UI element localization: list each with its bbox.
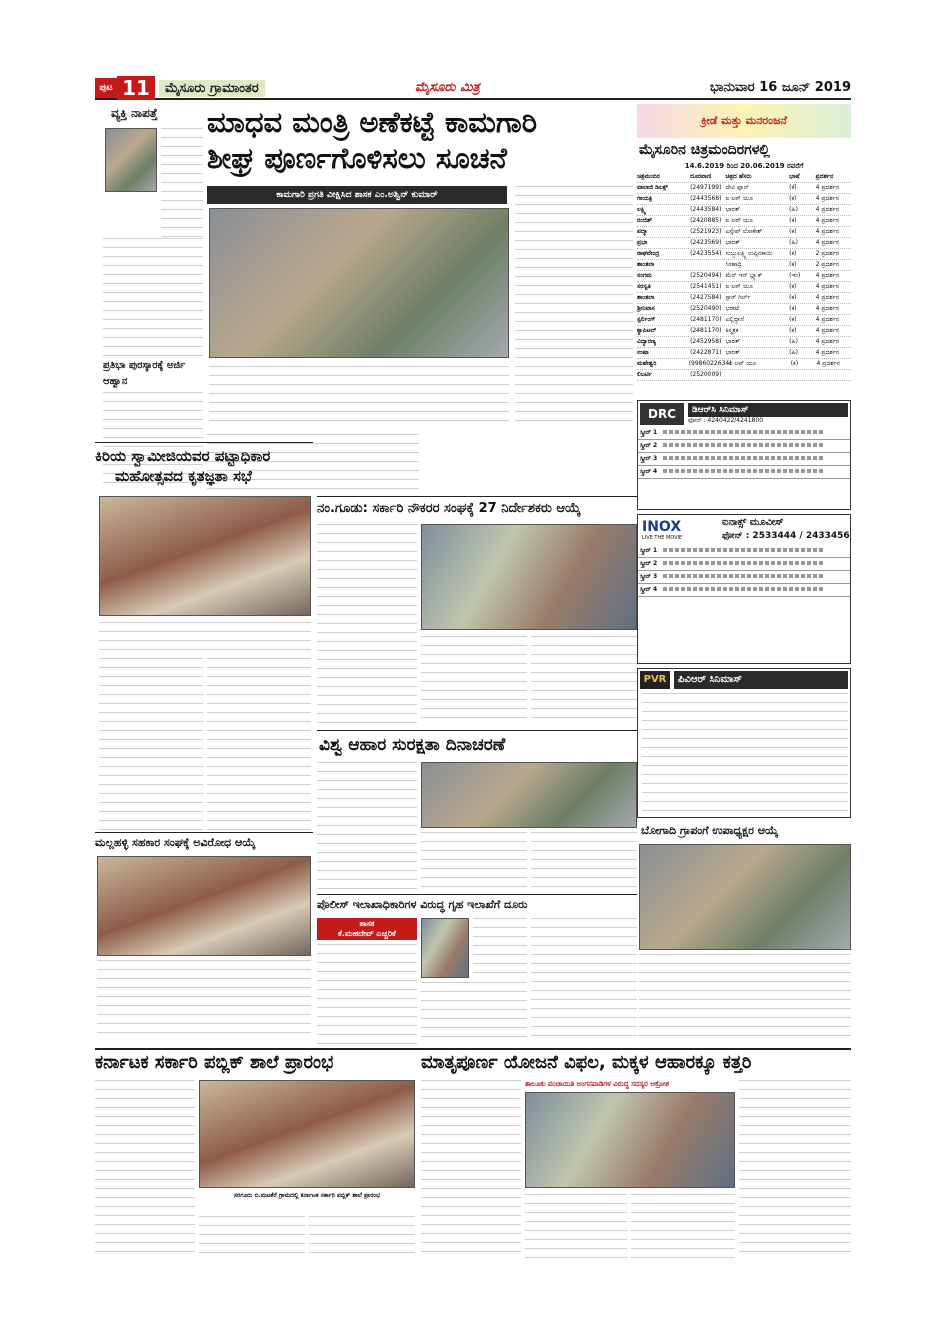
police-name: ಕೆ.ಮಹದೇವ್ ಎಚ್ಚರಿಕೆ xyxy=(338,929,396,938)
matrupurna-headline: ಮಾತೃಪೂರ್ಣ ಯೋಜನೆ ವಿಫಲ, ಮಕ್ಕಳ ಆಹಾರಕ್ಕೂ ಕತ್ತರಿ xyxy=(421,1052,752,1073)
screen-row xyxy=(638,545,850,558)
theatre-cell: ಎಸ್ಕೇಪ್ ಲೋಕೇಶ್ xyxy=(725,228,763,235)
food-safety-body xyxy=(317,762,417,890)
screen-filler xyxy=(663,456,823,460)
bogadi-headline: ಬೋಗಾದಿ ಗ್ರಾಪಂಗೆ ಉಪಾಧ್ಯಕ್ಷರ ಆಯ್ಕೆ xyxy=(641,824,779,837)
theatre-cell: (ಇಂ) xyxy=(789,272,801,279)
theatre-cell: ಭಾರತ್ xyxy=(725,338,740,345)
theatre-cell: (2497199) xyxy=(690,184,722,191)
theatre-cell: ಭಾರತ್ xyxy=(725,349,740,356)
divider xyxy=(317,894,637,895)
theatre-cell: (ಹಿ) xyxy=(789,239,798,246)
screen-label: ಸ್ಕ್ರೀನ್ 1 xyxy=(640,547,658,554)
theatre-cell: 4 ಪ್ರದರ್ಶನ xyxy=(815,294,840,301)
theatre-table xyxy=(637,172,851,381)
mallahalli-story xyxy=(95,834,313,1040)
lead-headline-line1: ಮಾಧವ ಮಂತ್ರಿ ಅಣೆಕಟ್ಟೆ ಕಾಮಗಾರಿ xyxy=(207,105,538,139)
police-headline: ಪೊಲೀಸ್ ಇಲಾಖಾಧಿಕಾರಿಗಳ ವಿರುದ್ಧ ಗೃಹ ಇಲಾಖೆಗೆ ದೂರು xyxy=(317,898,528,911)
nanjangud-photo xyxy=(421,524,637,630)
theatre-cell: ಮೆನ್ ಇನ್ ಬ್ಲ್ಯಾಕ್ xyxy=(725,272,763,279)
theatre-cell: 4 ಪ್ರದರ್ಶನ xyxy=(815,305,840,312)
theatre-cell: 4 ಪ್ರದರ್ಶನ xyxy=(815,228,840,235)
food-safety-headline: ವಿಶ್ವ ಆಹಾರ ಸುರಕ್ಷತಾ ದಿನಾಚರಣೆ xyxy=(319,735,506,755)
food-safety-body-3 xyxy=(531,832,637,890)
theatre-cell: ಪದ್ಮಾ xyxy=(637,228,648,235)
theatre-cell: ಲಿಬರ್ಟಿ xyxy=(637,371,652,378)
theatre-cell: 4 ಪ್ರದರ್ಶನ xyxy=(815,283,840,290)
theatre-cell: 4 ಪ್ರದರ್ಶನ xyxy=(815,217,840,224)
pvr-logo: PVR xyxy=(640,671,670,689)
theatre-cell xyxy=(690,260,725,270)
page-number: 11 xyxy=(117,76,155,100)
police-body-3 xyxy=(421,982,527,1044)
theatre-cell xyxy=(816,370,851,380)
theatre-cell: 4 ಪ್ರದರ್ಶನ xyxy=(816,360,840,367)
theatre-cell: ಮಹೇಶ್ವರಿ xyxy=(637,360,657,367)
school-headline: ಕರ್ನಾಟಕ ಸರ್ಕಾರಿ ಪಬ್ಲಿಕ್ ಶಾಲೆ ಪ್ರಾರಂಭ xyxy=(95,1052,334,1073)
bogadi-body xyxy=(639,954,851,1044)
theatre-cell: (ಕ) xyxy=(789,261,797,268)
newspaper-page xyxy=(95,76,851,1261)
screen-filler xyxy=(663,430,823,434)
page-label: ಪುಟ xyxy=(95,78,117,98)
nanjangud-body xyxy=(317,524,417,724)
inox-block xyxy=(637,514,851,664)
theatre-cell: 4 ಪ್ರದರ್ಶನ xyxy=(815,338,840,345)
theatre-cell: ಐ ಲವ್ ಯೂ xyxy=(725,283,754,290)
police-body xyxy=(317,944,417,1044)
matrupurna-subhead: ತಾಲೂಕು ಪಂಚಾಯಿತಿ ಅಂಗನವಾಡಿಗಳ ವಿರುದ್ಧ ಸದಸ್ಯರ ಆಕ್ರೋಶ xyxy=(525,1080,670,1088)
theatre-cell: ಶಾಂತಲಾ xyxy=(637,294,655,301)
theatre-cell: 2 ಪ್ರದರ್ಶನ xyxy=(815,261,840,268)
theatre-cell: (ಹಿ) xyxy=(789,338,798,345)
theatre-cell: (ಹಿ) xyxy=(789,349,798,356)
theatre-row xyxy=(637,249,851,260)
theatre-cell: 4 ಪ್ರದರ್ಶನ xyxy=(815,195,840,202)
lead-body-2 xyxy=(515,186,633,426)
theatre-cell: (2481170) xyxy=(690,316,722,323)
screen-label: ಸ್ಕ್ರೀನ್ 4 xyxy=(640,468,658,475)
theatre-cell: (ಕೆ) xyxy=(789,184,797,191)
screen-filler xyxy=(663,443,823,447)
theatre-cell: ಗಾಯತ್ರಿ xyxy=(637,195,653,202)
school-caption: ಸರಗೂರು ಬಿ.ಮಟಕೆರೆ ಗ್ರಾಮದಲ್ಲಿ ಕರ್ನಾಟಕ ಸರ್ಕಾರಿ ಪಬ್ಲಿಕ್ ಶಾಲೆ ಪ್ರಾರಂಭ xyxy=(233,1192,381,1199)
theatre-cell: ಐ ಲವ್ ಯೂ xyxy=(728,360,757,367)
drc-block xyxy=(637,400,851,510)
theatre-cell: ಸ್ಟಾರ್ ಗಿರ್ಲ್ xyxy=(725,294,751,301)
screen-row xyxy=(638,440,850,453)
theatre-cell: (2541451) xyxy=(690,283,722,290)
missing-person-title: ವ್ಯಕ್ತಿ ನಾಪತ್ತೆ xyxy=(111,106,158,120)
theatre-column-header: ಭಾಷೆ xyxy=(789,173,800,180)
theatre-cell: (ಕ) xyxy=(789,228,797,235)
theatre-cell: ಐ ಲವ್ ಯೂ xyxy=(725,195,754,202)
matrupurna-body-3 xyxy=(631,1194,735,1258)
theatre-cell: ಸ್ಟರ್ಲಿಂಗ್ xyxy=(637,316,656,323)
theatre-row xyxy=(637,348,851,359)
theatre-rows xyxy=(637,183,851,381)
page-header xyxy=(95,76,851,100)
theatre-column-header: ದೂರವಾಣಿ xyxy=(690,173,712,180)
theatre-cell: (2423554) xyxy=(690,250,722,257)
theatre-row xyxy=(637,359,851,370)
screen-row xyxy=(638,584,850,597)
theatre-row xyxy=(637,260,851,271)
theatre-cell: ಶಾಂತಲಾ xyxy=(637,261,655,268)
theatre-cell: 4 ಪ್ರದರ್ಶನ xyxy=(815,184,840,191)
cinema-date-range: 14.6.2019 ರಿಂದ 20.06.2019 ರವರೆಗೆ xyxy=(684,162,804,170)
theatre-column-header: ಚಿತ್ರಮಂದಿರ xyxy=(637,173,660,180)
theatre-cell: ಭಾರತ್ xyxy=(725,206,740,213)
screen-row xyxy=(638,453,850,466)
theatre-cell: (2427584) xyxy=(690,294,722,301)
matrupurna-body-4 xyxy=(739,1080,851,1258)
theatre-cell: ಸರಸ್ವತಿ xyxy=(637,283,651,290)
theatre-cell: ಸಂಗಮ xyxy=(637,272,652,279)
screen-row xyxy=(638,466,850,479)
theatre-cell: (2481170) xyxy=(690,327,722,334)
theatre-cell: (ಕ) xyxy=(789,217,797,224)
kiriya-story xyxy=(95,446,313,836)
theatre-cell: (ಕ) xyxy=(789,250,797,257)
school-story xyxy=(95,1050,417,1260)
inox-logo: INOX xyxy=(642,519,682,535)
nanjangud-story xyxy=(317,498,637,728)
mallahalli-photo xyxy=(97,856,311,956)
screen-filler xyxy=(663,561,823,565)
theatre-cell: 4 ಪ್ರದರ್ಶನ xyxy=(815,349,840,356)
screen-row xyxy=(638,427,850,440)
theatre-cell: 4 ಪ್ರದರ್ಶನ xyxy=(815,272,840,279)
theatre-cell: ಭರಾಟೆ xyxy=(725,305,739,312)
lead-body xyxy=(209,366,509,426)
theatre-cell: (2423569) xyxy=(690,239,722,246)
theatre-cell: (ಕ) xyxy=(790,360,799,367)
theatre-row xyxy=(637,271,851,282)
school-body xyxy=(95,1080,195,1258)
kiriya-headline-line1: ಕಿರಿಯ ಸ್ವಾಮೀಜಿಯವರ ಪಟ್ಟಾಧಿಕಾರ xyxy=(95,447,271,465)
theatre-row xyxy=(637,304,851,315)
pvr-title: ಪಿವಿಆರ್ ಸಿನಿಮಾಸ್ xyxy=(674,671,848,689)
pvr-block xyxy=(637,668,851,818)
screen-label: ಸ್ಕ್ರೀನ್ 3 xyxy=(640,573,658,580)
matrupurna-story xyxy=(421,1050,851,1260)
cinema-title: ಮೈಸೂರಿನ ಚಿತ್ರಮಂದಿರಗಳಲ್ಲಿ xyxy=(639,142,770,158)
theatre-cell: ಸುಬ್ಬುಲಕ್ಷ್ಮಿ ಉಪ್ಪಿನಕಾಯಿ xyxy=(725,250,773,257)
missing-person-photo xyxy=(105,128,157,192)
theatre-cell: (ಹಿ) xyxy=(789,206,798,213)
theatre-table-header xyxy=(637,172,851,183)
matrupurna-body xyxy=(421,1080,521,1258)
divider xyxy=(317,496,637,497)
theatre-row xyxy=(637,315,851,326)
screen-filler xyxy=(663,587,823,591)
drc-logo: DRC xyxy=(640,403,684,425)
theatre-row xyxy=(637,282,851,293)
inox-tagline: LIVE THE MOVIE xyxy=(642,535,683,541)
theatre-row xyxy=(637,205,851,216)
screen-filler xyxy=(663,548,823,552)
inox-schedule xyxy=(638,545,850,597)
theatre-cell: ರಂಜಿತ್ xyxy=(637,217,652,224)
theatre-row xyxy=(637,326,851,337)
school-body-3 xyxy=(309,1216,415,1258)
food-safety-body-2 xyxy=(421,832,527,890)
kiriya-photo xyxy=(99,496,311,616)
theatre-cell: (ಕ) xyxy=(789,305,797,312)
lead-photo xyxy=(209,208,509,358)
inox-title: ಐನಾಕ್ಸ್ ಮೂವೀಸ್ xyxy=(722,517,784,528)
theatre-cell: ಕ್ಯಾಪಿಟಲ್ xyxy=(637,327,657,334)
theatre-cell: (2520490) xyxy=(690,305,722,312)
divider xyxy=(317,730,637,731)
screen-row xyxy=(638,571,850,584)
theatre-cell: ಶ್ರೀನಿವಾಸ xyxy=(637,305,655,312)
theatre-column-header: ಚಿತ್ರದ ಹೆಸರು xyxy=(725,173,752,180)
police-label-box xyxy=(317,918,417,940)
drc-title: ಡಿಆರ್‌ಸಿ ಸಿನಿಮಾಸ್ xyxy=(688,403,848,417)
drc-schedule xyxy=(638,427,850,479)
theatre-cell: ರಾಘವೇಂದ್ರ xyxy=(637,250,660,257)
screen-label: ಸ್ಕ್ರೀನ್ 3 xyxy=(640,455,658,462)
theatre-cell: 4 ಪ್ರದರ್ಶನ xyxy=(815,239,840,246)
kiriya-caption xyxy=(99,622,311,652)
theatre-cell: ಸಿಂಹಾದ್ರಿ xyxy=(725,261,742,268)
screen-label: ಸ್ಕ್ರೀನ್ 1 xyxy=(640,429,658,436)
nanjangud-body-2 xyxy=(421,636,527,724)
screen-filler xyxy=(663,574,823,578)
nanjangud-headline: ನಂ.ಗೂಡು: ಸರ್ಕಾರಿ ನೌಕರರ ಸಂಘಕ್ಕೆ 27 ನಿರ್ದೇಶಕರು ಆಯ್ಕೆ xyxy=(317,501,581,516)
theatre-cell: ಭಾರತ್ xyxy=(725,239,740,246)
police-body-2 xyxy=(473,918,527,978)
lead-continued xyxy=(207,434,419,492)
food-safety-photo xyxy=(421,762,637,828)
theatre-row xyxy=(637,216,851,227)
drc-phone: ಫೋನ್ : 4240422/4241800 xyxy=(688,417,764,424)
left-column xyxy=(95,106,203,436)
theatre-cell: 4 ಪ್ರದರ್ಶನ xyxy=(815,327,840,334)
merit-award-title: ಪ್ರತಿಭಾ ಪುರಸ್ಕಾರಕ್ಕೆ ಅರ್ಜಿ ಆಹ್ವಾನ xyxy=(103,360,186,387)
entertainment-banner-text: ಕ್ರೀಡೆ ಮತ್ತು ಮನರಂಜನೆ xyxy=(701,114,787,127)
screen-label: ಸ್ಕ್ರೀನ್ 2 xyxy=(640,442,658,449)
theatre-cell: (2420885) xyxy=(690,217,722,224)
bogadi-story xyxy=(639,822,851,1046)
theatre-cell: (2443584) xyxy=(690,206,722,213)
lead-story xyxy=(203,104,633,424)
theatre-cell: (ಕ) xyxy=(789,316,797,323)
entertainment-column xyxy=(637,104,851,824)
masthead-brand: ಮೈಸೂರು ಮಿತ್ರ xyxy=(415,80,480,95)
theatre-cell: (ಕ) xyxy=(789,327,797,334)
theatre-row xyxy=(637,293,851,304)
police-story xyxy=(317,896,637,1046)
theatre-row xyxy=(637,337,851,348)
theatre-cell: (ಕ) xyxy=(789,294,797,301)
theatre-cell: ವಾಲಾಜಿ ಡಿಲಕ್ಸ್ xyxy=(637,184,668,191)
theatre-cell: ಉಷಾ xyxy=(637,349,649,356)
pvr-schedule xyxy=(642,693,848,813)
theatre-cell: ಐ ಲವ್ ಯೂ xyxy=(725,217,754,224)
theatre-cell: (2521923) xyxy=(690,228,722,235)
theatre-cell: ಲಕ್ಷ್ಮಿ xyxy=(637,206,646,213)
theatre-cell: (ಕ) xyxy=(789,195,797,202)
theatre-cell: 4 ಪ್ರದರ್ಶನ xyxy=(815,206,840,213)
theatre-row xyxy=(637,370,851,381)
theatre-row xyxy=(637,194,851,205)
screen-row xyxy=(638,558,850,571)
theatre-row xyxy=(637,238,851,249)
lead-headline-line2: ಶೀಘ್ರ ಪೂರ್ಣಗೊಳಿಸಲು ಸೂಚನೆ xyxy=(207,141,507,175)
school-body-2 xyxy=(199,1216,305,1258)
theatre-cell: (ಕ) xyxy=(789,283,797,290)
theatre-cell xyxy=(725,370,789,380)
police-label: ಶಾಸಕ xyxy=(359,919,375,928)
entertainment-banner xyxy=(637,104,851,138)
mla-photo xyxy=(421,918,469,978)
divider xyxy=(95,832,313,833)
obituary-text xyxy=(161,128,203,238)
lead-subhead: ಕಾಮಗಾರಿ ಪ್ರಗತಿ ವೀಕ್ಷಿಸಿದ ಶಾಸಕ ಎಂ.ಅಶ್ವಿನ್ ಕುಮಾರ್ xyxy=(207,186,507,204)
theatre-cell: 4 ಪ್ರದರ್ಶನ xyxy=(815,316,840,323)
matrupurna-photo xyxy=(525,1092,735,1188)
inox-phone: ಫೋನ್ : 2533444 / 2433456 xyxy=(722,531,850,541)
theatre-cell: (2520009) xyxy=(690,371,722,378)
theatre-row xyxy=(637,227,851,238)
screen-label: ಸ್ಕ್ರೀನ್ 4 xyxy=(640,586,658,593)
screen-label: ಸ್ಕ್ರೀನ್ 2 xyxy=(640,560,658,567)
obituary-text-2 xyxy=(103,238,203,358)
theatre-cell: (2452958) xyxy=(690,338,722,345)
section-title: ಮೈಸೂರು ಗ್ರಾಮಾಂತರ xyxy=(159,80,265,97)
police-body-4 xyxy=(531,918,637,1044)
theatre-cell: (2443568) xyxy=(690,195,722,202)
matrupurna-body-2 xyxy=(525,1194,627,1258)
theatre-cell xyxy=(789,370,816,380)
theatre-cell: ಕಿಸ್ಮತ್ರಕ xyxy=(725,327,739,334)
theatre-cell: (2422871) xyxy=(690,349,722,356)
kiriya-body-1 xyxy=(99,658,203,832)
theatre-cell: ಎಲ್ಲಿದ್ದಾನೆ xyxy=(725,316,744,323)
theatre-cell: ದೇವಿ ಪ್ಲಾನ್ xyxy=(725,184,750,191)
food-safety-story xyxy=(317,732,637,892)
theatre-cell: ವಿದ್ಯಾರಣ್ಯ xyxy=(637,338,656,345)
dateline: ಭಾನುವಾರ 16 ಜೂನ್ 2019 xyxy=(710,80,851,95)
nanjangud-body-3 xyxy=(531,636,637,724)
theatre-cell: 2 ಪ್ರದರ್ಶನ xyxy=(815,250,840,257)
mallahalli-body xyxy=(97,960,311,1038)
theatre-row xyxy=(637,183,851,194)
theatre-cell: ಪ್ರಭಾ xyxy=(637,239,648,246)
theatre-column-header: ಪ್ರದರ್ಶನ xyxy=(815,173,834,180)
theatre-cell: (2520494) xyxy=(690,272,722,279)
kiriya-body-2 xyxy=(207,658,311,832)
mallahalli-headline: ಮಲ್ಲಹಳ್ಳಿ ಸಹಕಾರ ಸಂಘಕ್ಕೆ ಅವಿರೋಧ ಆಯ್ಕೆ xyxy=(95,836,256,849)
bogadi-photo xyxy=(639,844,851,950)
theatre-cell: (9986022634) xyxy=(688,360,732,367)
kiriya-headline-line2: ಮಹೋತ್ಸವದ ಕೃತಜ್ಞತಾ ಸಭೆ xyxy=(115,467,252,485)
screen-filler xyxy=(663,469,823,473)
school-photo xyxy=(199,1080,415,1188)
